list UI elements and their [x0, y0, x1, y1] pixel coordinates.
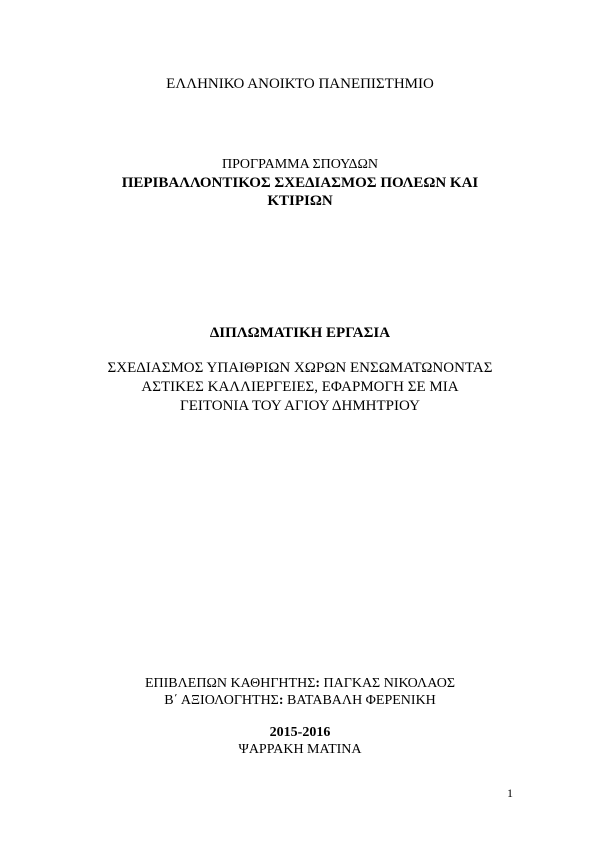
- examiner-label: Β΄ ΑΞΙΟΛΟΓΗΤΗΣ: [164, 693, 279, 708]
- supervisor-name: ΠΑΓΚΑΣ ΝΙΚΟΛΑΟΣ: [320, 676, 456, 691]
- thesis-type: ΔΙΠΛΩΜΑΤΙΚΗ ΕΡΓΑΣΙΑ: [209, 325, 391, 341]
- supervisor-label: ΕΠΙΒΛΕΠΩΝ ΚΑΘΗΓΗΤΗΣ: [144, 676, 316, 691]
- examiner-line: [0, 694, 600, 708]
- thesis-title-line-3: ΓΕΙΤΟΝΙΑ ΤΟΥ ΑΓΙΟΥ ΔΗΜΗΤΡΙΟΥ: [180, 398, 420, 414]
- thesis-title-line-2: ΑΣΤΙΚΕΣ ΚΑΛΛΙΕΡΓΕΙΕΣ, ΕΦΑΡΜΟΓΗ ΣΕ ΜΙΑ: [141, 379, 459, 395]
- supervisor-line: [0, 677, 600, 691]
- program-title-line-1: ΠΕΡΙΒΑΛΛΟΝΤΙΚΟΣ ΣΧΕΔΙΑΣΜΟΣ ΠΟΛΕΩΝ ΚΑΙ: [121, 175, 479, 191]
- page-number: 1: [507, 786, 513, 800]
- program-title-line-2: ΚΤΙΡΙΩΝ: [267, 193, 333, 209]
- examiner-name: ΒΑΤΑΒΑΛΗ ΦΕΡΕΝΙΚΗ: [283, 693, 436, 708]
- program-label: ΠΡΟΓΡΑΜΜΑ ΣΠΟΥΔΩΝ: [221, 157, 378, 172]
- academic-year: 2015-2016: [269, 725, 331, 740]
- university-name: ΕΛΛΗΝΙΚΟ ΑΝΟΙΚΤΟ ΠΑΝΕΠΙΣΤΗΜΙΟ: [166, 76, 434, 92]
- thesis-title-line-1: ΣΧΕΔΙΑΣΜΟΣ ΥΠΑΙΘΡΙΩΝ ΧΩΡΩΝ ΕΝΣΩΜΑΤΩΝΟΝΤΑΣ: [107, 360, 493, 376]
- author-name: ΨΑΡΡΑΚΗ ΜΑΤΙΝΑ: [238, 742, 362, 757]
- examiner-colon: :: [278, 693, 284, 708]
- supervisor-colon: :: [315, 676, 321, 691]
